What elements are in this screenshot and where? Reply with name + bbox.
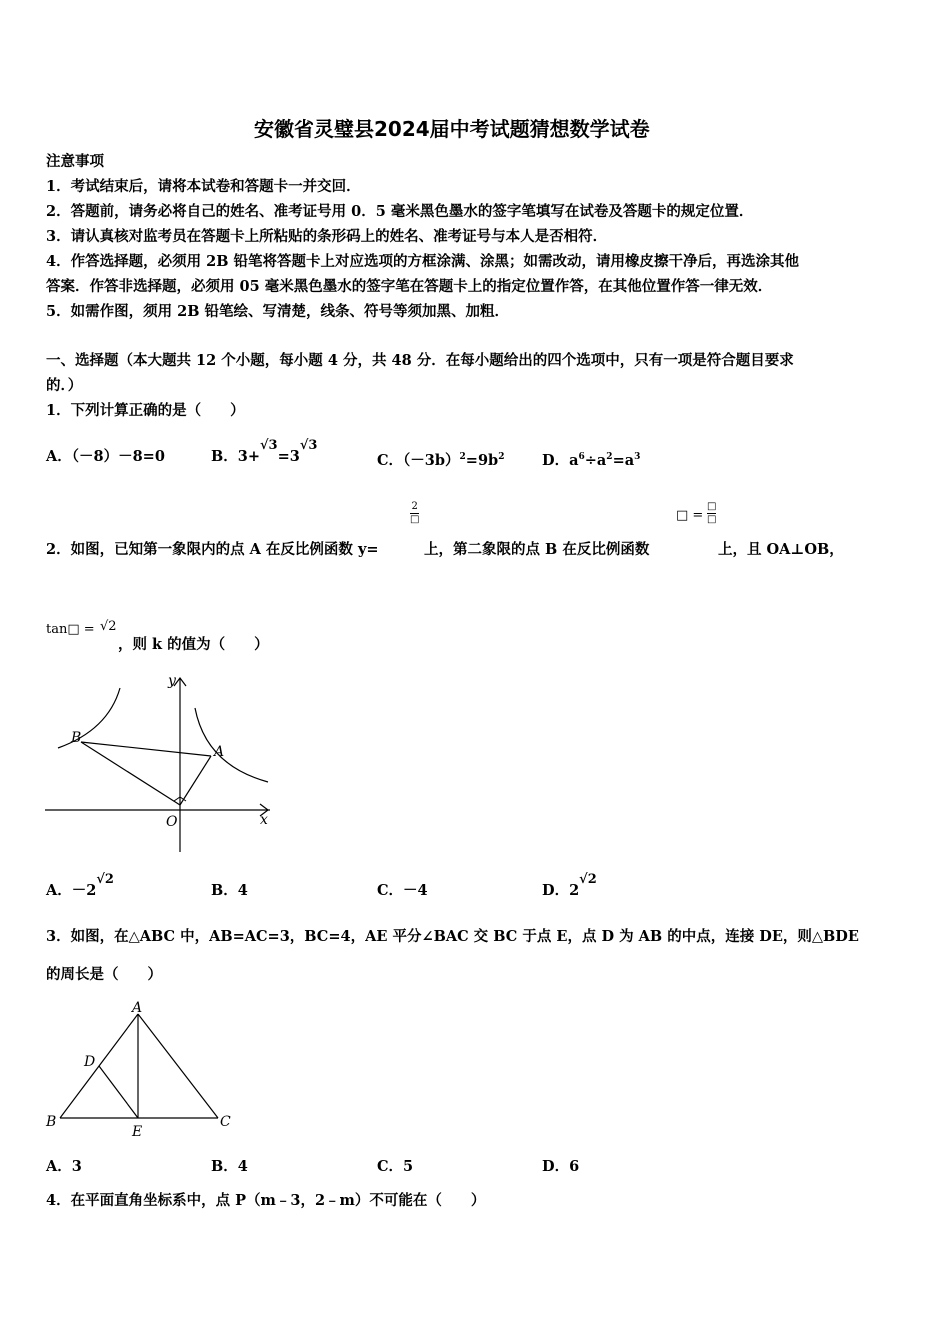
label-c: C	[220, 1114, 231, 1130]
q1-option-b	[211, 438, 318, 468]
exponent: 2	[606, 452, 613, 462]
notice-item: 2．答题前，请务必将自己的姓名、准考证号用 0．5 毫米黑色墨水的签字笔填写在试卷及答题卡的规定位置．	[46, 203, 754, 220]
question-1-stem: 1．下列计算正确的是（ ）	[46, 402, 245, 419]
q2-option-a	[46, 872, 114, 902]
fraction-k-over-x	[707, 502, 716, 525]
question-2-stem: 上，且 OA⊥OB，	[718, 541, 844, 558]
label-x: x	[260, 812, 268, 828]
label-d: D	[84, 1054, 96, 1070]
q3-figure	[40, 998, 240, 1143]
q3-option-d: D．6	[542, 1158, 580, 1175]
q2-option-c: C．－4	[377, 882, 428, 899]
q1-option-c	[377, 447, 504, 471]
q1-option-d-part: D．a	[542, 451, 579, 469]
exponent: 2	[459, 452, 466, 462]
sqrt3-symbol: √3	[299, 438, 318, 453]
fraction-numerator: 2	[411, 501, 418, 512]
equation-y-eq: □ =	[676, 508, 704, 523]
notice-item: 5．如需作图，须用 2B 铅笔绘、写清楚，线条、符号等须加黑、加粗．	[46, 303, 510, 320]
segment-oa	[180, 756, 211, 805]
label-a: A	[214, 744, 225, 760]
sqrt2-symbol: √2	[96, 872, 114, 887]
label-e: E	[132, 1124, 143, 1140]
exponent: 6	[578, 452, 585, 462]
q1-option-c-part: =9b	[465, 451, 499, 469]
q3-option-a: A．3	[46, 1158, 82, 1175]
question-3-stem: 3．如图，在△ABC 中，AB=AC=3，BC=4，AE 平分∠BAC 交 BC 于点 E，点 D 为 AB 的中点，连接 DE，则△BDE	[46, 928, 859, 945]
q2-option-b: B．4	[211, 882, 248, 899]
q2-option-d	[542, 872, 597, 902]
segment-ac	[138, 1014, 218, 1118]
question-4-stem: 4．在平面直角坐标系中，点 P（m﹣3，2﹣m）不可能在（ ）	[46, 1192, 486, 1209]
label-b: B	[71, 730, 82, 746]
label-b: B	[46, 1114, 57, 1130]
q2-figure	[40, 670, 280, 860]
page-title: 安徽省灵璧县2024届中考试题猜想数学试卷	[254, 117, 650, 141]
fraction-denominator: □	[410, 514, 420, 525]
question-2-stem: 上，第二象限的点 B 在反比例函数	[424, 541, 650, 558]
label-o: O	[166, 814, 178, 830]
q3-option-c: C．5	[377, 1158, 414, 1175]
q2-option-a-text: A．－2	[46, 882, 97, 899]
label-y: y	[168, 673, 176, 689]
q2-option-d-text: D．2	[542, 882, 580, 899]
fraction-denominator: □	[707, 514, 717, 525]
notice-item: 4．作答选择题，必须用 2B 铅笔将答题卡上对应选项的方框涂满、涂黑；如需改动，请用橡皮擦干净后，再选涂其他	[46, 253, 800, 270]
notice-item: 1．考试结束后，请将本试卷和答题卡一并交回．	[46, 178, 361, 195]
segment-de	[99, 1066, 138, 1118]
fraction-numerator: □	[707, 501, 717, 512]
question-2-stem: ，则 k 的值为（ ）	[118, 636, 269, 653]
hyperbola-quadrant-2	[58, 688, 120, 748]
q1-option-d-part: ÷a	[584, 451, 607, 469]
exponent: 2	[498, 452, 505, 462]
notice-heading: 注意事项	[46, 153, 104, 170]
sqrt2-symbol: √2	[579, 872, 597, 887]
sqrt3-symbol: √3	[260, 438, 278, 453]
label-a: A	[132, 1000, 143, 1016]
question-2-stem: 2．如图，已知第一象限内的点 A 在反比例函数 y=	[46, 541, 379, 558]
tan-expression: tan□ =	[46, 622, 95, 637]
section-heading-cont: 的．）	[46, 377, 83, 394]
question-3-stem-cont: 的周长是（ ）	[46, 966, 162, 983]
q1-option-c-part: C．（－3b）	[377, 451, 460, 469]
fraction-2-over-x	[410, 502, 419, 525]
q1-option-d-part: =a	[612, 451, 635, 469]
exponent: 3	[634, 452, 641, 462]
q1-option-b-part: B．3+	[211, 448, 260, 465]
notice-item: 3．请认真核对监考员在答题卡上所粘贴的条形码上的姓名、准考证号与本人是否相符．	[46, 228, 608, 245]
q1-option-d	[542, 447, 640, 471]
notice-item: 答案．作答非选择题，必须用 05 毫米黑色墨水的签字笔在答题卡上的指定位置作答，在其他位置作答一律无效．	[46, 278, 773, 295]
q1-option-a: A．（－8）－8=0	[46, 448, 165, 465]
sqrt2-symbol: √2	[100, 619, 117, 634]
section-heading: 一、选择题（本大题共 12 个小题，每小题 4 分，共 48 分．在每小题给出的四个选项中，只有一项是符合题目要求	[46, 352, 794, 369]
q3-option-b: B．4	[211, 1158, 248, 1175]
q1-option-b-part: =3	[277, 448, 300, 465]
hyperbola-quadrant-1	[195, 708, 268, 782]
